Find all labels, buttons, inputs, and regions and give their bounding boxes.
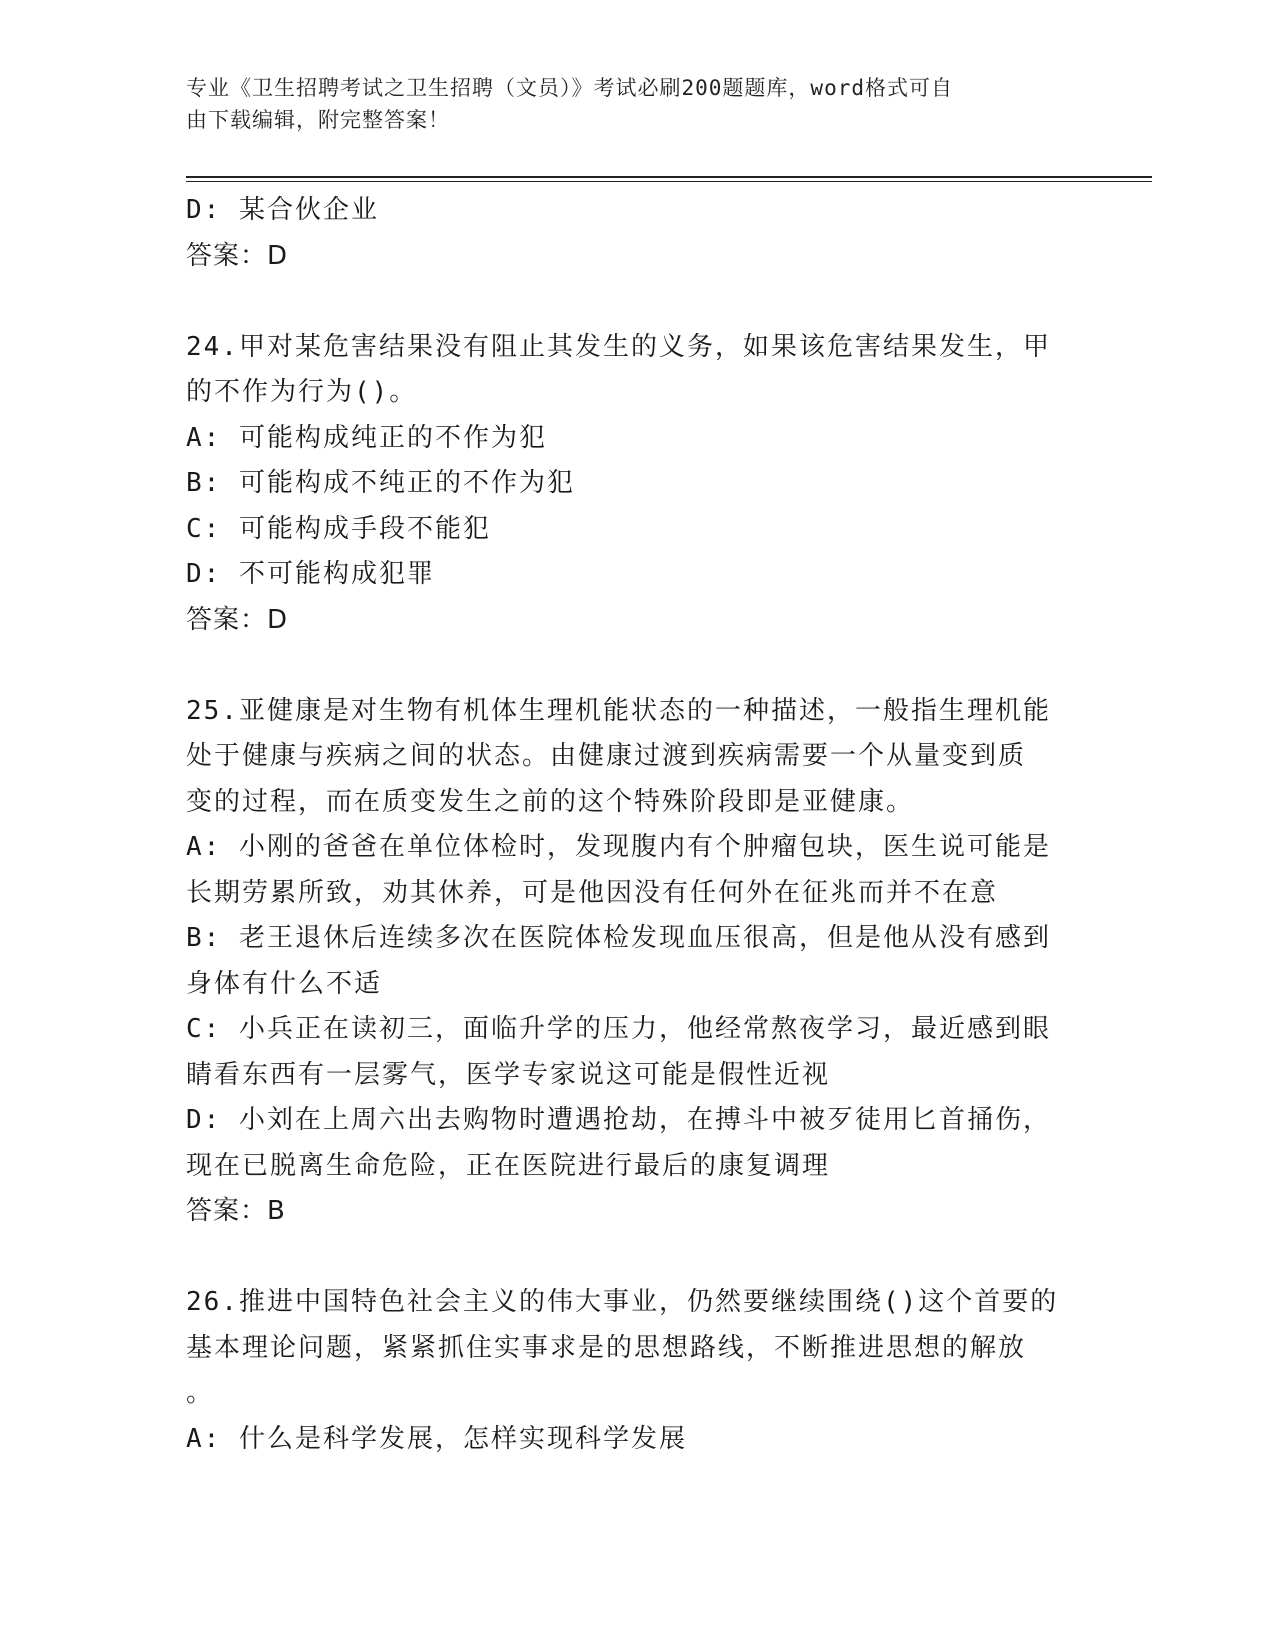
document-header <box>186 72 1066 136</box>
option-b: B: 老王退休后连续多次在医院体检发现血压很高，但是他从没有感到 <box>186 923 1051 953</box>
option-a-continued: 长期劳累所致，劝其休养，可是他因没有任何外在征兆而并不在意 <box>186 877 999 908</box>
option-a: A: 可能构成纯正的不作为犯 <box>186 422 547 453</box>
option-b-continued: 身体有什么不适 <box>186 968 383 999</box>
option-d: D: 不可能构成犯罪 <box>186 559 435 589</box>
question-24 <box>186 325 1076 644</box>
answer: 答案：B <box>186 1196 286 1226</box>
option-c: C: 可能构成手段不能犯 <box>186 513 491 544</box>
spacer <box>186 643 1076 689</box>
question-text-line: 基本理论问题，紧紧抓住实事求是的思想路线，不断推进思想的解放 <box>186 1332 1027 1363</box>
question-text-line: 24.甲对某危害结果没有阻止其发生的义务，如果该危害结果发生，甲 <box>186 331 1051 362</box>
question-text-line: 。 <box>186 1378 215 1408</box>
header-divider-thick <box>186 176 1152 178</box>
option-a: A: 什么是科学发展，怎样实现科学发展 <box>186 1423 687 1454</box>
question-25 <box>186 689 1076 1235</box>
question-text-line: 26.推进中国特色社会主义的伟大事业，仍然要继续围绕()这个首要的 <box>186 1287 1059 1317</box>
header-title-line-1: 专业《卫生招聘考试之卫生招聘（文员）》考试必刷200题题库，word格式可自 <box>186 76 953 100</box>
spacer <box>186 279 1076 325</box>
question-text-line: 处于健康与疾病之间的状态。由健康过渡到疾病需要一个从量变到质 <box>186 741 1027 771</box>
answer-previous: 答案：D <box>186 240 289 271</box>
option-c: C: 小兵正在读初三，面临升学的压力，他经常熬夜学习，最近感到眼 <box>186 1014 1051 1044</box>
option-d-previous: D: 某合伙企业 <box>186 195 379 225</box>
question-text-line: 变的过程，而在质变发生之前的这个特殊阶段即是亚健康。 <box>186 786 915 817</box>
option-d: D: 小刘在上周六出去购物时遭遇抢劫，在搏斗中被歹徒用匕首捅伤， <box>186 1105 1051 1135</box>
header-title-line-2: 由下载编辑，附完整答案！ <box>186 108 450 132</box>
option-b: B: 可能构成不纯正的不作为犯 <box>186 468 575 498</box>
question-text-line: 25.亚健康是对生物有机体生理机能状态的一种描述，一般指生理机能 <box>186 695 1051 726</box>
question-26 <box>186 1280 1076 1462</box>
answer: 答案：D <box>186 604 289 635</box>
question-text-line: 的不作为行为()。 <box>186 377 418 407</box>
header-divider-thin <box>186 181 1152 182</box>
option-d-continued: 现在已脱离生命危险，正在医院进行最后的康复调理 <box>186 1150 831 1181</box>
spacer <box>186 1235 1076 1281</box>
option-a: A: 小刚的爸爸在单位体检时，发现腹内有个肿瘤包块，医生说可能是 <box>186 832 1051 862</box>
question-content <box>186 188 1076 1462</box>
option-c-continued: 睛看东西有一层雾气，医学专家说这可能是假性近视 <box>186 1059 831 1090</box>
